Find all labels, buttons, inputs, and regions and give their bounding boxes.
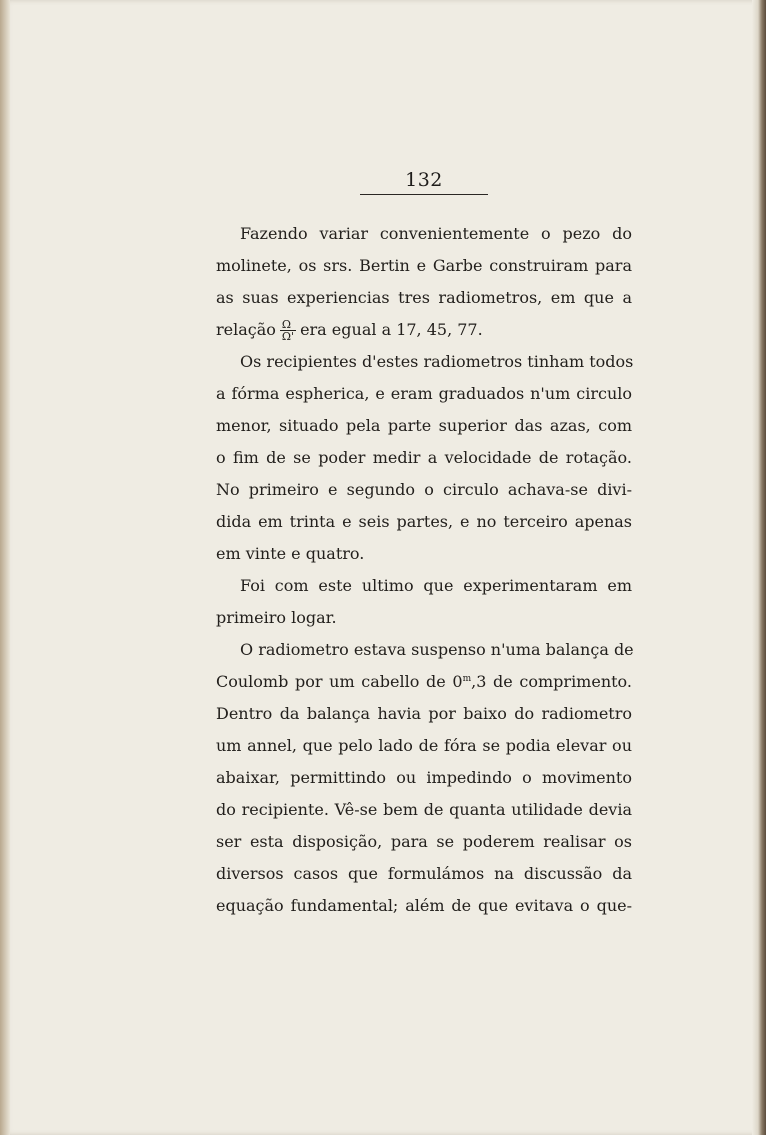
relation-text-before: relação [216,320,276,339]
text-line: menor, situado pela parte superior das azas, com [216,416,632,435]
body-text [216,218,632,922]
relation-line [216,314,632,346]
relation-text-after: era egual a 17, 45, 77. [300,320,483,339]
text-line: em vinte e quatro. [216,544,365,563]
text-line: um annel, que pelo lado de fóra se podia elevar ou [216,736,632,755]
text-line: O radiometro estava suspenso n'uma balança de [240,640,634,659]
text-line: Foi com este ultimo que experimentaram em [240,576,632,595]
fraction-denominator: Ω' [281,330,295,343]
text-line: o fim de se poder medir a velocidade de rotação. [216,448,632,467]
header-rule [360,194,488,195]
page-header [360,168,488,195]
text-line: do recipiente. Vê-se bem de quanta utilidade devia [216,800,632,819]
text-line: equação fundamental; além de que evitava o que- [216,896,632,915]
text-line: Os recipientes d'estes radiometros tinham todos [240,352,634,371]
measure-text-after: ,3 de comprimento. [471,672,632,691]
text-line: abaixar, permittindo ou impedindo o movimento [216,768,632,787]
page-right-edge [752,0,766,1135]
page-number: 132 [405,169,443,191]
text-line: No primeiro e segundo o circulo achava-se divi- [216,480,632,499]
text-line: a fórma espherica, e eram graduados n'um circulo [216,384,632,403]
text-line: dida em trinta e seis partes, e no terceiro apenas [216,512,632,531]
text-line: Dentro da balança havia por baixo do radiometro [216,704,632,723]
text-line: primeiro logar. [216,608,337,627]
text-line: as suas experiencias tres radiometros, em que a [216,288,632,307]
fraction-numerator: Ω [280,319,296,331]
omega-fraction [280,319,296,342]
measure-line [216,666,632,698]
page-left-edge [0,0,10,1135]
text-line: molinete, os srs. Bertin e Garbe construiram para [216,256,632,275]
measure-text-before: Coulomb por um cabello de 0 [216,672,463,691]
text-line: diversos casos que formulámos na discussão da [216,864,632,883]
unit-superscript: m [462,674,472,684]
text-line: Fazendo variar convenientemente o pezo do [240,224,632,243]
text-line: ser esta disposição, para se poderem realisar os [216,832,632,851]
